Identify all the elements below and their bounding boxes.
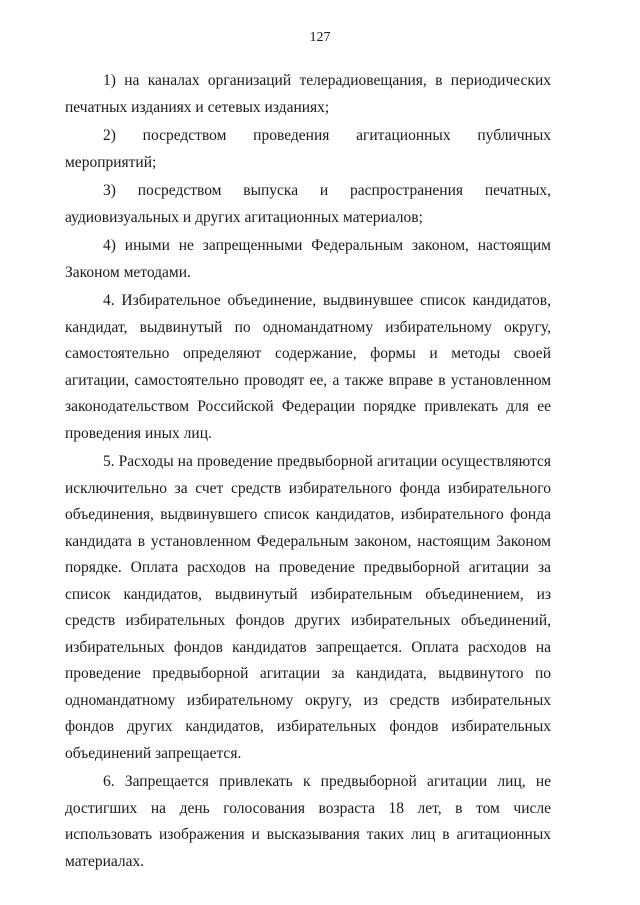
paragraph-section-5: 5. Расходы на проведение предвыборной агитации осуществляются исключительно за счет средств избирательного фонда избирательного объединения, выдвинувшего список кандидатов, избирательного фонда кандидата в установленном Федеральным законом, настоящим Законом порядке. Оплата расходов на проведение предвыборной агитации за список кандидатов, выдвинутый избирательным объединением, из средств избирательных фондов других избирательных объединений, избирательных фондов кандидатов запрещается. Оплата расходов на проведение предвыборной агитации за кандидата, выдвинутого по одномандатному избирательному округу, из средств избирательных фондов других кандидатов, избирательных фондов избирательных объединений запрещается. bbox=[65, 453, 551, 762]
paragraph-item-4: 4) иными не запрещенными Федеральным законом, настоящим Законом методами. bbox=[65, 237, 551, 281]
paragraph-item-3: 3) посредством выпуска и распространения печатных, аудиовизуальных и других агитационных материалов; bbox=[65, 182, 551, 226]
body-text bbox=[65, 68, 551, 875]
page-number: 127 bbox=[309, 30, 331, 45]
paragraph-section-6: 6. Запрещается привлекать к предвыборной агитации лиц, не достигших на день голосования возраста 18 лет, в том числе использовать изображения и высказывания таких лиц в агитационных материалах. bbox=[65, 773, 551, 870]
paragraph-item-2: 2) посредством проведения агитационных публичных мероприятий; bbox=[65, 127, 551, 171]
paragraph-item-1: 1) на каналах организаций телерадиовещания, в периодических печатных изданиях и сетевых изданиях; bbox=[65, 72, 551, 116]
paragraph-section-4: 4. Избирательное объединение, выдвинувшее список кандидатов, кандидат, выдвинутый по одномандатному избирательному округу, самостоятельно определяют содержание, формы и методы своей агитации, самостоятельно проводят ее, а также вправе в установленном законодательством Российской Федерации порядке привлекать для ее проведения иных лиц. bbox=[65, 292, 551, 442]
